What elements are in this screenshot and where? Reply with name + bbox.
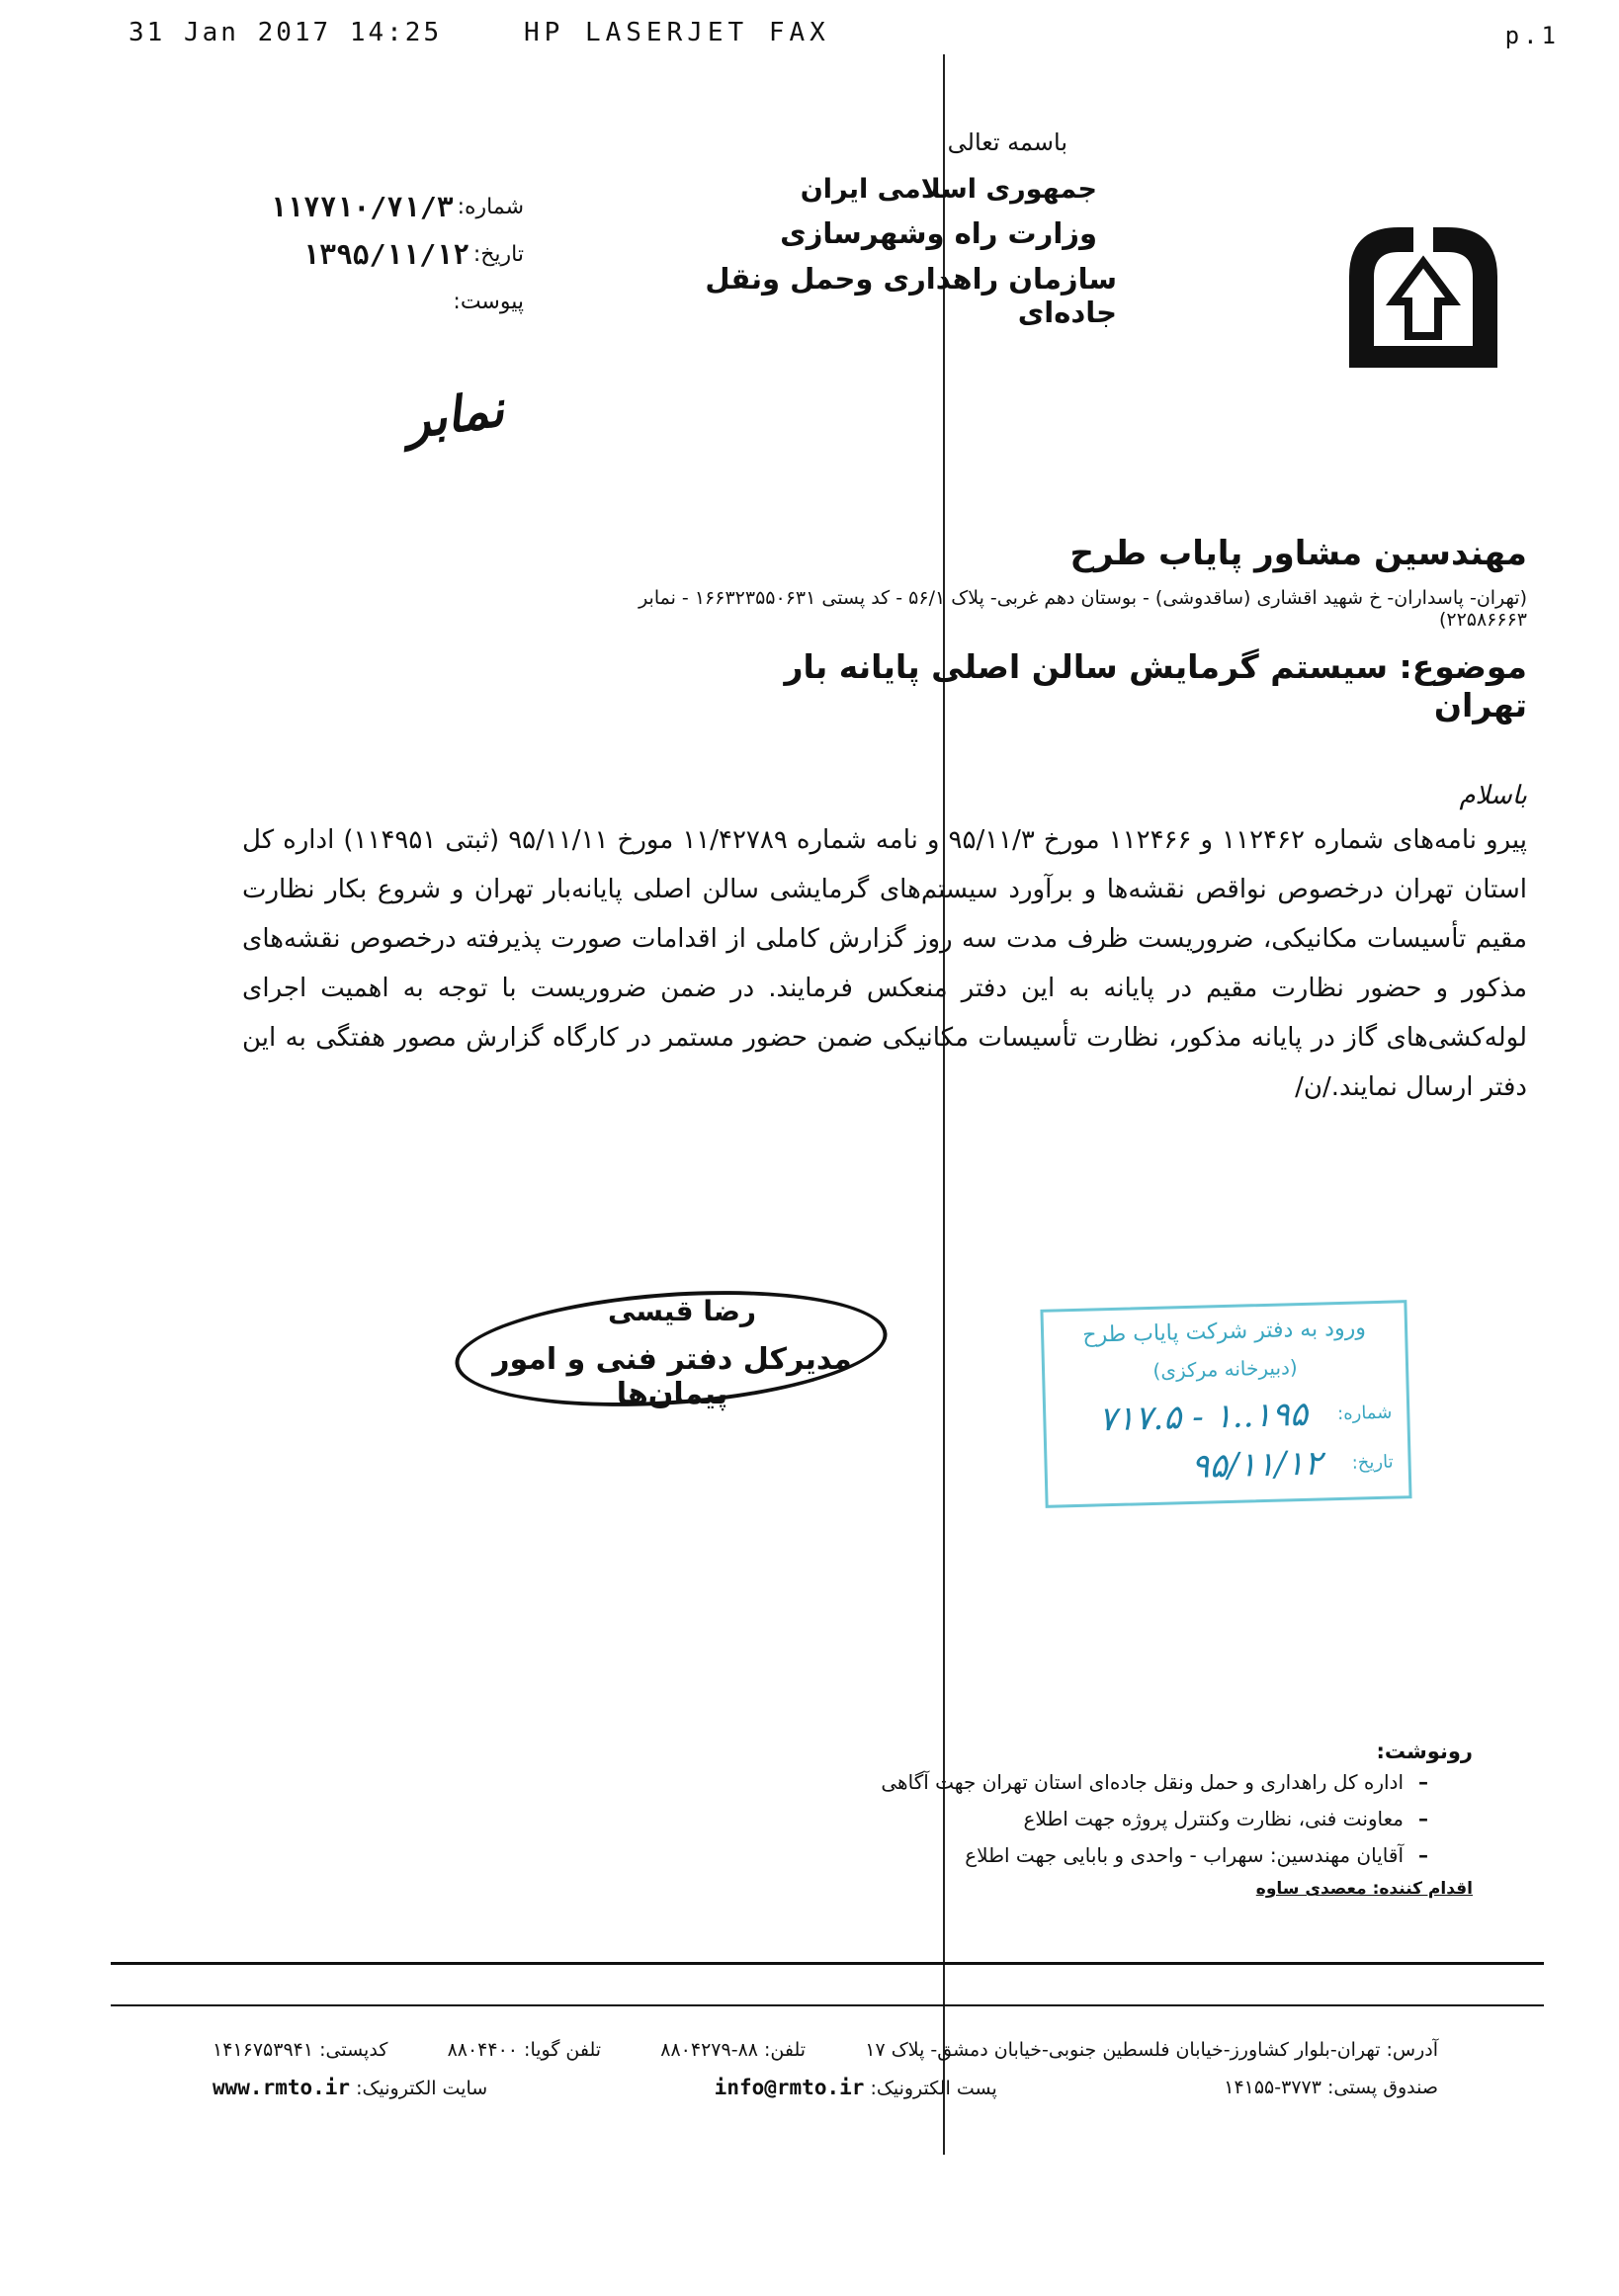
letter-date-row bbox=[277, 230, 524, 278]
footer-email-group bbox=[715, 2076, 997, 2099]
subject: موضوع: سیستم گرمایش سالن اصلی پایانه بار تهران bbox=[784, 647, 1527, 724]
footer-row-contact bbox=[213, 2031, 1438, 2069]
ministry-title: وزارت راه وشهرسازی bbox=[780, 216, 1097, 250]
cc-dash: – bbox=[1418, 1842, 1428, 1867]
attachment-label: پیوست: bbox=[453, 289, 524, 314]
letter-date-value: ۱۳۹۵/۱۱/۱۲ bbox=[302, 237, 469, 271]
footer-address: آدرس: تهران-بلوار کشاورز-خیابان فلسطین جنوبی-خیابان دمشق- پلاک ۱۷ bbox=[865, 2039, 1438, 2061]
addressee bbox=[554, 534, 1527, 631]
cc-item bbox=[810, 1800, 1443, 1836]
footer-website-group bbox=[213, 2076, 487, 2099]
stamp-number-label: شماره: bbox=[1336, 1402, 1393, 1424]
stamp-number-row bbox=[1065, 1388, 1393, 1446]
body-text: پیرو نامه‌های شماره ۱۱۲۴۶۲ و ۱۱۲۴۶۶ مورخ ۹۵/۱۱/۳ و نامه شماره ۱۱/۴۲۷۸۹ مورخ ۹۵/۱۱/۱۱ (ثبتی ۱۱۴۹۵۱) اداره کل استان تهران درخصوص نواقص نقشه‌ها و برآورد سیستم‌های گرمایشی سالن اصلی پایانه‌بار تهران و شروع بکار نظارت مقیم تأسیسات مکانیکی، ضروریست ظرف مدت سه روز گزارش کاملی از اقدامات صورت پذیرفته درخصوص نقشه‌های مذکور و حضور نظارت مقیم در پایانه به این دفتر منعکس فرمایند. در ضمن ضروریست با توجه به اهمیت اجرای لوله‌کشی‌های گاز در پایانه مذکور، نظارت تأسیسات مکانیکی ضمن حضور مستمر در کارگاه گزارش مصور هفتگی به این دفتر ارسال نمایند./ن/ bbox=[242, 825, 1528, 1102]
fax-header bbox=[0, 0, 1619, 59]
invocation: باسمه تعالی bbox=[947, 128, 1067, 156]
letter-number-value: ۱۱۷۷۱۰/۷۱/۳ bbox=[270, 190, 454, 223]
cc-item-text: معاونت فنی، نظارت وکنترل پروژه جهت اطلاع bbox=[1023, 1806, 1404, 1830]
letter-number-row bbox=[270, 183, 524, 230]
attachment-row bbox=[277, 278, 524, 325]
footer-website-label: سایت الکترونیک: bbox=[356, 2078, 488, 2099]
fax-machine-name: HP LASERJET FAX bbox=[524, 18, 830, 47]
fax-label: نمابر bbox=[401, 379, 508, 451]
cc-item bbox=[810, 1836, 1443, 1873]
cc-block bbox=[810, 1740, 1473, 1899]
stamp-title: ورود به دفتر شرکت پایاب طرح bbox=[1082, 1316, 1367, 1348]
footer bbox=[213, 2031, 1438, 2106]
cc-item-text: اداره کل راهداری و حمل ونقل جاده‌ای استان تهران جهت آگاهی bbox=[881, 1769, 1404, 1794]
cc-dash: – bbox=[1418, 1769, 1428, 1794]
letter-date-label: تاریخ: bbox=[472, 241, 524, 267]
received-stamp bbox=[1040, 1300, 1411, 1508]
actioner: اقدام کننده: معصدی ساوه bbox=[1255, 1879, 1473, 1899]
salutation: باسلام bbox=[1459, 781, 1527, 810]
stamp-subtitle: (دبیرخانه مرکزی) bbox=[1152, 1355, 1298, 1383]
letter-meta bbox=[270, 183, 524, 325]
cc-item bbox=[810, 1763, 1443, 1800]
footer-po-box: صندوق پستی: ۳۷۷۳-۱۴۱۵۵ bbox=[1224, 2077, 1438, 2098]
organization-title: سازمان راهداری وحمل ونقل جاده‌ای bbox=[705, 262, 1117, 329]
signatory-title: مدیرکل دفتر فنی و امور پیمان‌ها bbox=[492, 1342, 852, 1411]
fax-datetime: 31 Jan 2017 14:25 bbox=[128, 18, 443, 47]
footer-website[interactable]: www.rmto.ir bbox=[213, 2076, 351, 2099]
rmto-logo-icon bbox=[1339, 208, 1507, 376]
stamp-date-value: ۹۵/۱۱/۱۲ bbox=[1190, 1443, 1323, 1487]
footer-auto-phone: تلفن گویا: ۸۸۰۴۴۰۰ bbox=[447, 2039, 602, 2061]
letter-number-label: شماره: bbox=[457, 194, 524, 219]
footer-phone: تلفن: ۸۸-۸۸۰۴۲۷۹ bbox=[660, 2039, 807, 2061]
addressee-address: (تهران- پاسداران- خ شهید اقشاری (ساقدوشی) - بوستان دهم غربی- پلاک ۵۶/۱ - کد پستی ۱۶۶۳۲۳۵۵۰۶۳۱ - نمابر ۲۲۵۸۶۶۶۳) bbox=[639, 587, 1527, 631]
stamp-date-label: تاریخ: bbox=[1351, 1451, 1394, 1474]
footer-email[interactable]: info@rmto.ir bbox=[714, 2076, 865, 2099]
footer-email-label: پست الکترونیک: bbox=[870, 2078, 997, 2099]
footer-rule bbox=[111, 2004, 1544, 2006]
signature-block bbox=[455, 1275, 890, 1423]
cc-dash: – bbox=[1418, 1806, 1428, 1830]
cc-title: رونوشت: bbox=[1376, 1740, 1473, 1763]
republic-title: جمهوری اسلامی ایران bbox=[800, 174, 1097, 205]
addressee-name: مهندسین مشاور پایاب طرح bbox=[1069, 534, 1527, 573]
cc-item-text: آقایان مهندسین: سهراب - واحدی و بابایی جهت اطلاع bbox=[965, 1842, 1404, 1867]
stamp-number-value: ۷۱۷.۵ - ۱..۱۹۵ bbox=[1098, 1394, 1309, 1440]
letterhead bbox=[633, 128, 1117, 329]
signatory-name: رضا قیسی bbox=[607, 1295, 757, 1327]
stamp-date-row bbox=[1066, 1437, 1394, 1495]
footer-postal-code: کدپستی: ۱۴۱۶۷۵۳۹۴۱ bbox=[213, 2039, 388, 2061]
footer-rule bbox=[111, 1962, 1544, 1965]
footer-row-online bbox=[213, 2069, 1438, 2106]
fax-page-number: p.1 bbox=[1504, 22, 1560, 49]
